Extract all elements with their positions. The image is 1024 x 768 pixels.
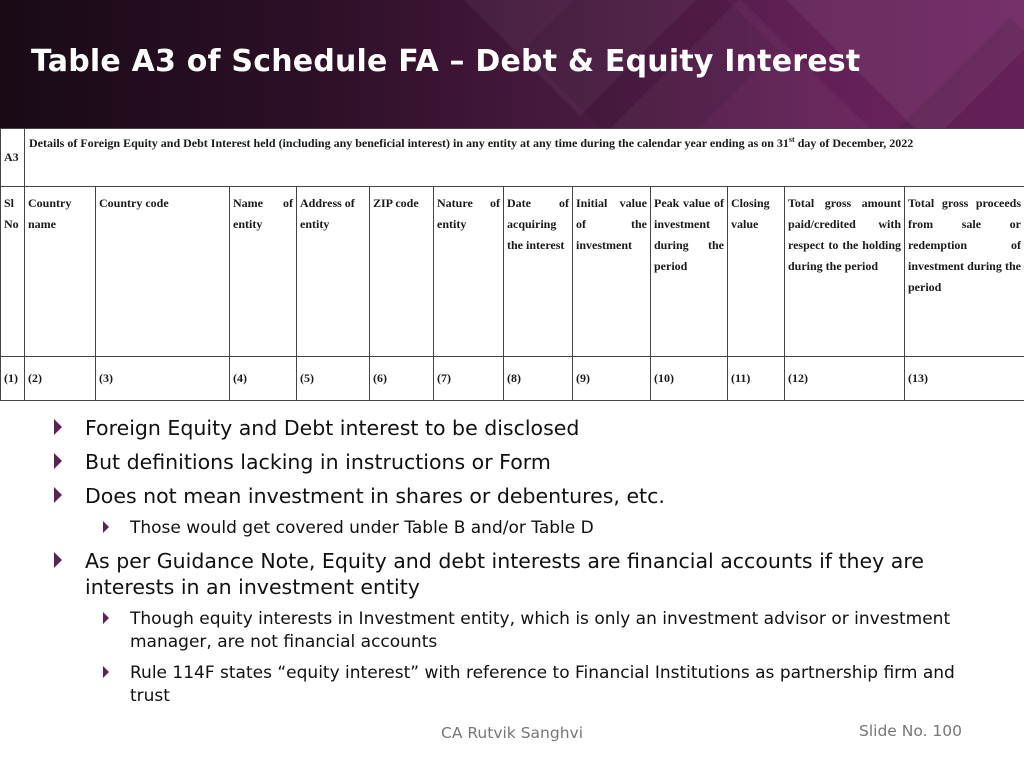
column-number: (2): [25, 357, 96, 401]
sub-bullet-item: [52, 517, 972, 540]
title-banner: [0, 0, 1024, 128]
description-superscript: st: [788, 135, 795, 144]
column-number: (8): [504, 357, 573, 401]
column-number: (11): [728, 357, 785, 401]
column-number: (4): [230, 357, 297, 401]
column-header: Country name: [25, 187, 96, 357]
slide-title: Table A3 of Schedule FA – Debt & Equity Interest: [31, 44, 861, 79]
sub-bullet-arrow-icon: [103, 521, 109, 533]
sub-bullet-text: Though equity interests in Investment entity, which is only an investment advisor or investment manager, are not financial accounts: [130, 609, 951, 652]
table-description: [25, 129, 1024, 187]
bullet-arrow-icon: [54, 453, 62, 469]
column-header: Total gross proceeds from sale or redemption of investment during the period: [905, 187, 1024, 357]
description-text: Details of Foreign Equity and Debt Interest held (including any beneficial interest) in any entity at any time during the calendar year ending as on 31: [29, 136, 789, 150]
sub-bullet-text: Rule 114F states “equity interest” with reference to Financial Institutions as partnership firm and trust: [130, 663, 955, 706]
column-header: Country code: [96, 187, 230, 357]
column-number: (10): [651, 357, 728, 401]
column-header: Address of entity: [297, 187, 370, 357]
column-header: Total gross amount paid/credited with respect to the holding during the period: [785, 187, 905, 357]
bullet-arrow-icon: [54, 487, 62, 503]
bullet-item: [52, 449, 972, 475]
bullet-text: As per Guidance Note, Equity and debt interests are financial accounts if they are interests in an investment entity: [85, 549, 924, 599]
bullet-item: [52, 548, 972, 600]
column-header: Name of entity: [230, 187, 297, 357]
column-header: Closing value: [728, 187, 785, 357]
column-header: Date of acquiring the interest: [504, 187, 573, 357]
column-number: (12): [785, 357, 905, 401]
sub-bullet-arrow-icon: [103, 612, 109, 624]
bullet-arrow-icon: [54, 419, 62, 435]
slide-number: Slide No. 100: [859, 722, 962, 740]
sub-bullet-arrow-icon: [103, 666, 109, 678]
column-header: ZIP code: [370, 187, 434, 357]
bullet-text: Foreign Equity and Debt interest to be disclosed: [85, 416, 580, 440]
bullet-item: [52, 483, 972, 509]
bullet-text: But definitions lacking in instructions or Form: [85, 450, 551, 474]
column-number: (1): [1, 357, 25, 401]
bullet-arrow-icon: [54, 552, 62, 568]
column-number: (5): [297, 357, 370, 401]
column-header: Nature of entity: [434, 187, 504, 357]
column-number: (3): [96, 357, 230, 401]
column-number: (7): [434, 357, 504, 401]
column-number: (9): [573, 357, 651, 401]
schedule-fa-table-a3: [0, 128, 1024, 401]
sub-bullet-item: [52, 608, 972, 654]
sub-bullet-item: [52, 662, 972, 708]
column-header: Sl No: [1, 187, 25, 357]
bullet-text: Does not mean investment in shares or debentures, etc.: [85, 484, 665, 508]
column-header: Peak value of investment during the period: [651, 187, 728, 357]
sub-bullet-text: Those would get covered under Table B and/or Table D: [130, 518, 594, 538]
column-number: (6): [370, 357, 434, 401]
column-header: Initial value of the investment: [573, 187, 651, 357]
column-number: (13): [905, 357, 1024, 401]
footer-author: CA Rutvik Sanghvi: [441, 724, 584, 742]
table-code: A3: [1, 129, 25, 187]
bullet-item: [52, 415, 972, 441]
description-text-end: day of December, 2022: [797, 136, 914, 150]
bullet-list: [52, 415, 972, 716]
